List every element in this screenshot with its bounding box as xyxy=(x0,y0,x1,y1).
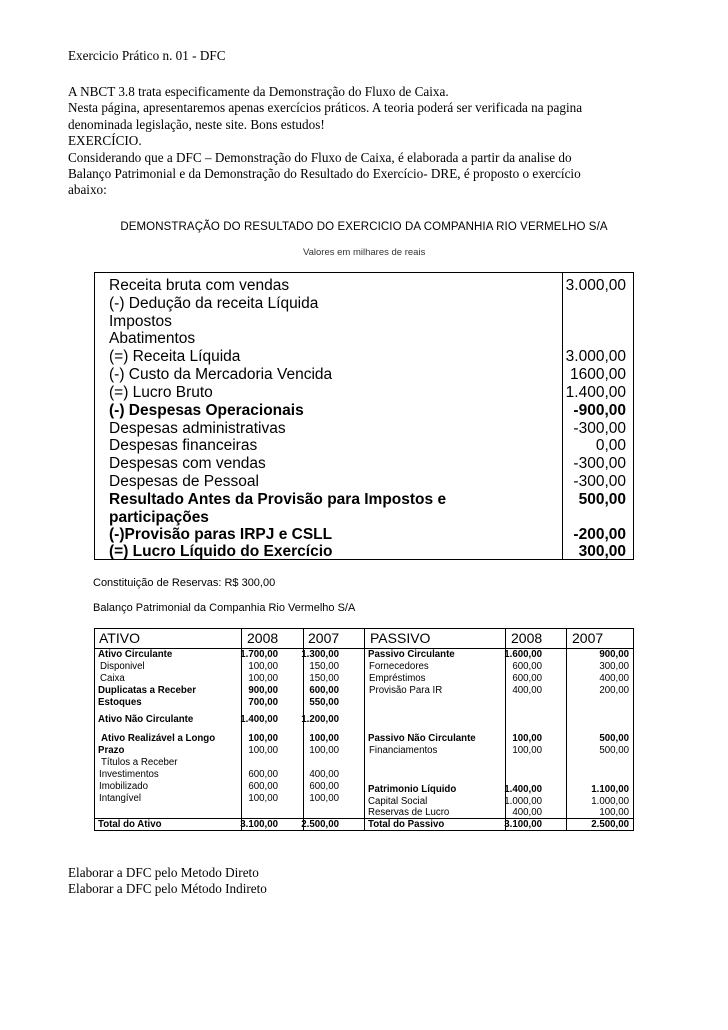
header-passivo: PASSIVO xyxy=(370,630,431,646)
dre-row-value: 300,00 xyxy=(578,543,626,560)
header-2007-ativo: 2007 xyxy=(308,630,340,646)
dre-row-label: Despesas financeiras xyxy=(109,437,258,454)
dre-row xyxy=(95,277,632,295)
dre-row-value: -300,00 xyxy=(573,473,626,490)
asset-value-2008: 1.400,00 xyxy=(240,714,278,725)
dre-row-value: -300,00 xyxy=(573,420,626,437)
asset-label: Estoques xyxy=(98,697,142,708)
dre-row-value: -300,00 xyxy=(573,455,626,472)
dre-row-label: (=) Lucro Líquido do Exercício xyxy=(109,543,333,560)
column-divider xyxy=(566,629,567,830)
dre-row-label: (-) Dedução da receita Líquida xyxy=(109,295,319,312)
dre-row xyxy=(95,491,632,509)
dre-row-value: 1600,00 xyxy=(569,366,626,383)
dre-row-value: 0,00 xyxy=(595,437,626,454)
asset-label: Investimentos xyxy=(99,769,159,780)
liability-value-2008: 100,00 xyxy=(512,733,542,744)
asset-value-2007: 600,00 xyxy=(309,685,339,696)
dre-row-label: Abatimentos xyxy=(109,330,196,347)
liability-value-2008: 1.600,00 xyxy=(504,649,542,660)
dre-row-value: 3.000,00 xyxy=(565,277,626,294)
asset-value-2008: 100,00 xyxy=(248,733,278,744)
intro-line: Considerando que a DFC – Demonstração do Fluxo de Caixa, é elaborada a partir da analise do xyxy=(68,149,572,165)
intro-line: Balanço Patrimonial e da Demonstração do Resultado do Exercício- DRE, é proposto o exercício xyxy=(68,166,581,182)
dre-row-label: Receita bruta com vendas xyxy=(109,277,290,294)
liability-value-2007: 200,00 xyxy=(599,685,629,696)
dre-row-value: 500,00 xyxy=(578,491,626,508)
dre-row-label: Despesas com vendas xyxy=(109,455,266,472)
asset-label: Ativo Realizável a Longo xyxy=(101,733,216,744)
liability-label: Financiamentos xyxy=(369,745,438,756)
intro-line: Nesta página, apresentaremos apenas exercícios práticos. A teoria poderá ser verificada na pagina xyxy=(68,100,583,116)
liability-value-2008: 600,00 xyxy=(512,673,542,684)
liability-value-2007: 500,00 xyxy=(599,745,629,756)
asset-label: Duplicatas a Receber xyxy=(98,685,196,696)
intro-line: abaixo: xyxy=(68,182,107,198)
dre-row-label: (=) Receita Líquida xyxy=(109,348,241,365)
liability-value-2008: 100,00 xyxy=(512,745,542,756)
liability-label: Empréstimos xyxy=(369,673,426,684)
dre-row xyxy=(95,348,632,366)
liability-value-2008: 400,00 xyxy=(512,807,542,818)
liability-value-2007: 1.000,00 xyxy=(591,796,629,807)
liability-value-2008: 400,00 xyxy=(512,685,542,696)
dre-row xyxy=(95,402,632,420)
liability-value-2008: 1.000,00 xyxy=(504,796,542,807)
asset-value-2008: 900,00 xyxy=(248,685,278,696)
dre-row xyxy=(95,330,632,348)
asset-total-2008: 3.100,00 xyxy=(240,819,278,830)
asset-value-2008: 100,00 xyxy=(248,673,278,684)
liability-label: Capital Social xyxy=(368,796,428,807)
intro-paragraph xyxy=(68,84,668,199)
dre-row xyxy=(95,366,632,384)
asset-value-2008: 100,00 xyxy=(248,661,278,672)
dre-row xyxy=(95,437,632,455)
asset-label: Caixa xyxy=(100,673,125,684)
header-2008-passivo: 2008 xyxy=(511,630,543,646)
liability-value-2007: 400,00 xyxy=(599,673,629,684)
dre-row xyxy=(95,509,632,527)
dre-subtitle: Valores em milhares de reais xyxy=(303,247,426,258)
liability-label: Passivo Não Circulante xyxy=(368,733,476,744)
dre-table xyxy=(94,272,634,560)
asset-value-2007: 150,00 xyxy=(309,673,339,684)
asset-value-2007: 400,00 xyxy=(309,769,339,780)
asset-label: Intangível xyxy=(99,793,142,804)
liability-total-label: Total do Passivo xyxy=(368,819,445,830)
header-2008-ativo: 2008 xyxy=(247,630,279,646)
asset-label: Prazo xyxy=(98,745,125,756)
dre-title: DEMONSTRAÇÃO DO RESULTADO DO EXERCICIO DA COMPANHIA RIO VERMELHO S/A xyxy=(120,221,608,233)
dre-row xyxy=(95,420,632,438)
asset-value-2007: 150,00 xyxy=(309,661,339,672)
liability-label: Provisão Para IR xyxy=(369,685,443,696)
liability-total-2008: 3.100,00 xyxy=(504,819,542,830)
asset-label: Imobilizado xyxy=(99,781,149,792)
liability-label: Reservas de Lucro xyxy=(368,807,450,818)
column-divider xyxy=(364,629,365,830)
header-divider xyxy=(95,648,633,649)
asset-value-2008: 600,00 xyxy=(248,781,278,792)
header-ativo: ATIVO xyxy=(99,630,140,646)
intro-line: A NBCT 3.8 trata especificamente da Demonstração do Fluxo de Caixa. xyxy=(68,84,449,99)
dre-row xyxy=(95,526,632,544)
dre-row-label: Resultado Antes da Provisão para Impostos e xyxy=(109,491,447,508)
intro-line: denominada legislação, neste site. Bons estudos! xyxy=(68,116,325,132)
liability-total-2007: 2.500,00 xyxy=(591,819,629,830)
dre-row-label: Despesas de Pessoal xyxy=(109,473,259,490)
asset-value-2008: 600,00 xyxy=(248,769,278,780)
dre-row xyxy=(95,295,632,313)
asset-value-2007: 1.200,00 xyxy=(301,714,339,725)
total-divider xyxy=(95,818,633,819)
liability-label: Patrimonio Líquido xyxy=(368,784,457,795)
asset-value-2007: 600,00 xyxy=(309,781,339,792)
intro-line: EXERCÍCIO. xyxy=(68,133,142,149)
dre-row-label: Despesas administrativas xyxy=(109,420,286,437)
asset-value-2007: 550,00 xyxy=(309,697,339,708)
liability-value-2008: 600,00 xyxy=(512,661,542,672)
dre-row-label: (=) Lucro Bruto xyxy=(109,384,213,401)
page-title: Exercicio Prático n. 01 - DFC xyxy=(68,48,226,63)
dre-row-label: (-) Despesas Operacionais xyxy=(109,402,304,419)
dre-row xyxy=(95,473,632,491)
asset-value-2007: 1.300,00 xyxy=(301,649,339,660)
dre-row-value: 1.400,00 xyxy=(565,384,626,401)
asset-total-label: Total do Ativo xyxy=(98,819,162,830)
asset-label: Títulos a Receber xyxy=(101,757,178,768)
task-list xyxy=(68,865,267,898)
dre-row xyxy=(95,455,632,473)
asset-value-2008: 700,00 xyxy=(248,697,278,708)
balance-sheet-table xyxy=(94,628,634,831)
dre-row-label: (-)Provisão paras IRPJ e CSLL xyxy=(109,526,333,543)
asset-total-2007: 2.500,00 xyxy=(301,819,339,830)
asset-value-2007: 100,00 xyxy=(309,793,339,804)
asset-value-2008: 100,00 xyxy=(248,793,278,804)
task-item: Elaborar a DFC pelo Metodo Direto xyxy=(68,865,259,880)
liability-value-2007: 1.100,00 xyxy=(591,784,629,795)
dre-row-label: Impostos xyxy=(109,313,172,330)
dre-row-label: participações xyxy=(109,509,209,526)
dre-row xyxy=(95,543,632,561)
balance-sheet-title: Balanço Patrimonial da Companhia Rio Vermelho S/A xyxy=(93,602,356,614)
asset-label: Ativo Circulante xyxy=(98,649,173,660)
asset-value-2007: 100,00 xyxy=(309,733,339,744)
dre-row-value: 3.000,00 xyxy=(565,348,626,365)
liability-label: Fornecedores xyxy=(369,661,429,672)
dre-row-value: -200,00 xyxy=(573,526,626,543)
dre-row-label: (-) Custo da Mercadoria Vencida xyxy=(109,366,333,383)
liability-value-2007: 500,00 xyxy=(599,733,629,744)
liability-value-2007: 300,00 xyxy=(599,661,629,672)
asset-label: Disponivel xyxy=(100,661,145,672)
asset-value-2008: 1.700,00 xyxy=(240,649,278,660)
liability-label: Passivo Circulante xyxy=(368,649,455,660)
reserves-note: Constituição de Reservas: R$ 300,00 xyxy=(93,577,276,589)
dre-row xyxy=(95,313,632,331)
dre-row-value: -900,00 xyxy=(573,402,626,419)
asset-value-2007: 100,00 xyxy=(309,745,339,756)
liability-value-2008: 1.400,00 xyxy=(504,784,542,795)
task-item: Elaborar a DFC pelo Método Indireto xyxy=(68,881,267,897)
dre-row xyxy=(95,384,632,402)
asset-value-2008: 100,00 xyxy=(248,745,278,756)
liability-value-2007: 100,00 xyxy=(599,807,629,818)
header-2007-passivo: 2007 xyxy=(572,630,604,646)
liability-value-2007: 900,00 xyxy=(599,649,629,660)
asset-label: Ativo Não Circulante xyxy=(98,714,194,725)
